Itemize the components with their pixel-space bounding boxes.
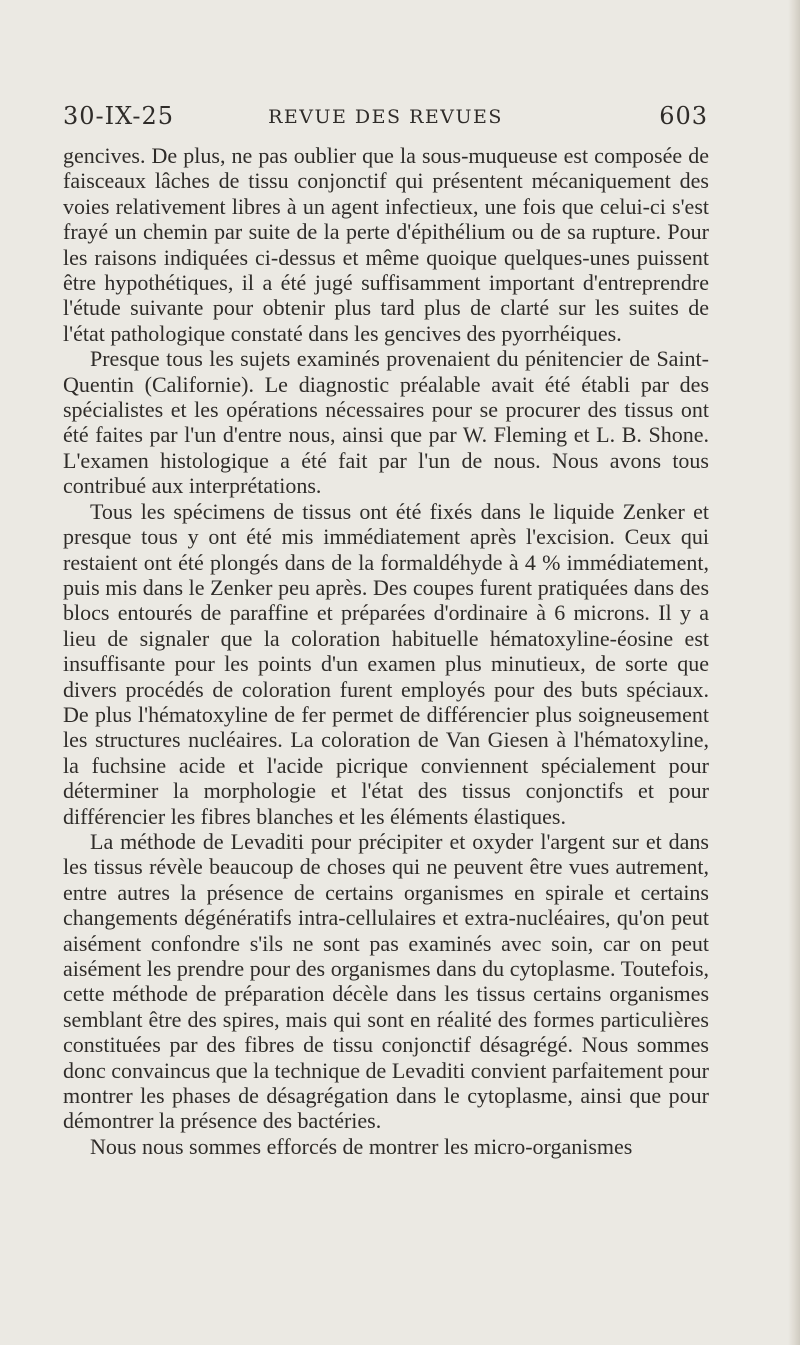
paragraph-2: Presque tous les sujets examinés provenaient du pénitencier de Saint-Quentin (Californie). Le diagnostic préalable avait été établi par des spécialistes et les opérations nécessaires pour se procurer des tissus ont été faites par l'un d'entre nous, ainsi que par W. Fleming et L. B. Shone. L'examen histologique a été fait par l'un de nous. Nous avons tous contribué aux interprétations.	[63, 346, 709, 499]
paragraph-3: Tous les spécimens de tissus ont été fixés dans le liquide Zenker et presque tous y ont été mis immédiatement après l'excision. Ceux qui restaient ont été plongés dans de la formaldéhyde à 4 % immédiatement, puis mis dans le Zenker peu après. Des coupes furent pratiquées dans des blocs entourés de paraffine et préparées d'ordinaire à 6 microns. Il y a lieu de signaler que la coloration habituelle hématoxyline-éosine est insuffisante pour les points d'un examen plus minutieux, de sorte que divers procédés de coloration furent employés pour des buts spéciaux. De plus l'hématoxyline de fer permet de différencier plus soigneusement les structures nucléaires. La coloration de Van Giesen à l'hématoxyline, la fuchsine acide et l'acide picrique conviennent spécialement pour déterminer la morphologie et l'état des tissus conjonctifs et pour différencier les fibres blanches et les éléments élastiques.	[63, 498, 709, 829]
running-header	[63, 100, 708, 140]
page-edge	[788, 0, 800, 1345]
body-text	[63, 143, 709, 1159]
paragraph-1: gencives. De plus, ne pas oublier que la sous-muqueuse est composée de faisceaux lâches de tissu conjonctif qui présentent mécaniquement des voies relativement libres à un agent infectieux, une fois que celui-ci s'est frayé un chemin par suite de la perte d'épithélium ou de sa rupture. Pour les raisons indiquées ci-dessus et même quoique quelques-unes puissent être hypothétiques, il a été jugé suffisamment important d'entreprendre l'étude suivante pour obtenir plus tard plus de clarté sur les suites de l'état pathologique constaté dans les gencives des pyorrhéiques.	[63, 143, 709, 346]
header-title: REVUE DES REVUES	[268, 106, 503, 128]
header-date: 30-IX-25	[63, 102, 175, 130]
page-number: 603	[659, 102, 708, 130]
paragraph-4: La méthode de Levaditi pour précipiter et oxyder l'argent sur et dans les tissus révèle beaucoup de choses qui ne peuvent être vues autrement, entre autres la présence de certains organismes en spirale et certains changements dégénératifs intra-cellulaires et extra-nucléaires, qu'on peut aisément confondre s'ils ne sont pas examinés avec soin, car on peut aisément les prendre pour des organismes dans du cytoplasme. Toutefois, cette méthode de préparation décèle dans les tissus certains organismes semblant être des spires, mais qui sont en réalité des formes particulières constituées par des fibres de tissu conjonctif désagrégé. Nous sommes donc convaincus que la technique de Levaditi convient parfaitement pour montrer les phases de désagrégation dans le cytoplasme, ainsi que pour démontrer la présence des bactéries.	[63, 828, 709, 1134]
paragraph-5: Nous nous sommes efforcés de montrer les micro-organismes	[90, 1133, 633, 1159]
